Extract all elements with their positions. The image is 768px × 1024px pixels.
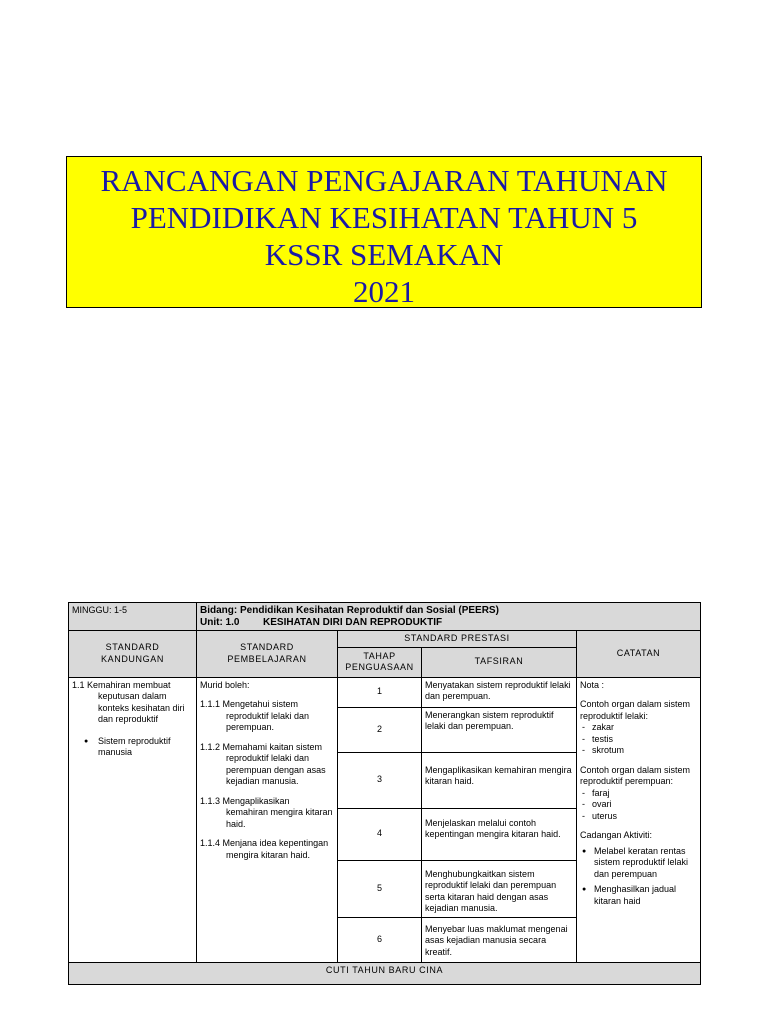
tafsiran-cell: Menyatakan sistem reproduktif lelaki dan perempuan. <box>422 677 577 707</box>
pembelajaran-item: 1.1.2 Memahami kaitan sistem reproduktif lelaki dan perempuan dengan asas kejadian manusia. <box>200 741 326 786</box>
tafsiran-cell: Menyebar luas maklumat mengenai asas kejadian manusia secara kreatif. <box>422 917 577 962</box>
kandungan-main: 1.1 Kemahiran membuat keputusan dalam konteks kesihatan diri dan reproduktif <box>72 679 185 724</box>
bidang-text: Bidang: Pendidikan Kesihatan Reproduktif dan Sosial (PEERS) <box>200 605 499 616</box>
tahap-cell: 4 <box>338 808 422 860</box>
header-tahap-line2: PENGUASAAN <box>345 662 414 672</box>
document-title-box <box>66 156 702 308</box>
week-cell: MINGGU: 1-5 <box>69 603 197 631</box>
catatan-lelaki-intro: Contoh organ dalam sistem reproduktif lelaki: <box>580 699 691 721</box>
header-sk-line1: STANDARD <box>105 642 160 653</box>
header-sk-line2: KANDUNGAN <box>101 653 164 664</box>
tafsiran-cell: Menghubungkaitkan sistem reproduktif lelaki dan perempuan serta kitaran haid dengan asas kejadian manusia. <box>422 860 577 917</box>
organ-item: - uterus <box>580 811 697 823</box>
organ-item: - faraj <box>580 788 697 800</box>
tahap-cell: 2 <box>338 707 422 752</box>
tahap-cell: 1 <box>338 677 422 707</box>
header-tafsiran: TAFSIRAN <box>422 647 577 677</box>
header-tahap-penguasaan <box>338 647 422 677</box>
header-sp-line1: STANDARD <box>240 642 294 653</box>
lesson-plan-table <box>68 602 701 985</box>
tahap-cell: 6 <box>338 917 422 962</box>
title-line-2: PENDIDIKAN KESIHATAN TAHUN 5 <box>130 200 638 235</box>
title-line-3: KSSR SEMAKAN <box>264 237 504 272</box>
tahap-cell: 5 <box>338 860 422 917</box>
header-standard-kandungan <box>69 631 197 678</box>
kandungan-cell <box>69 677 197 962</box>
pembelajaran-item: 1.1.4 Menjana idea kepentingan mengira kitaran haid. <box>200 838 329 860</box>
unit-text <box>200 617 697 629</box>
bidang-unit-cell <box>197 603 701 631</box>
organ-item: - testis <box>580 734 697 746</box>
footer-cuti: CUTI TAHUN BARU CINA <box>69 962 701 984</box>
week-row <box>69 603 701 631</box>
catatan-nota: Nota : <box>580 679 605 690</box>
aktiviti-item: ● Menghasilkan jadual kitaran haid <box>580 884 697 907</box>
organ-item: - ovari <box>580 799 697 811</box>
title-line-1: RANCANGAN PENGAJARAN TAHUNAN <box>100 163 668 198</box>
unit-label: Unit: 1.0 <box>200 616 240 628</box>
organ-item: - skrotum <box>580 745 697 757</box>
header-row-1 <box>69 631 701 648</box>
catatan-perempuan-intro: Contoh organ dalam sistem reproduktif perempuan: <box>580 764 691 786</box>
header-standard-pembelajaran <box>197 631 338 678</box>
pembelajaran-item: 1.1.3 Mengaplikasikan kemahiran mengira kitaran haid. <box>200 795 333 829</box>
pembelajaran-item: 1.1.1 Mengetahui sistem reproduktif lelaki dan perempuan. <box>200 699 310 732</box>
tafsiran-cell: Menerangkan sistem reproduktif lelaki dan perempuan. <box>422 707 577 752</box>
header-catatan: CATATAN <box>577 631 701 678</box>
catatan-cell <box>577 677 701 962</box>
pembelajaran-intro: Murid boleh: <box>200 679 250 690</box>
catatan-cadangan: Cadangan Aktiviti: <box>580 830 653 840</box>
header-tahap-line1: TAHAP <box>363 650 396 661</box>
table-row <box>69 677 701 707</box>
tafsiran-cell: Menjelaskan melalui contoh kepentingan mengira kitaran haid. <box>422 808 577 860</box>
unit-title: KESIHATAN DIRI DAN REPRODUKTIF <box>263 616 443 628</box>
header-standard-prestasi: STANDARD PRESTASI <box>338 631 577 648</box>
tahap-cell: 3 <box>338 752 422 808</box>
footer-row <box>69 962 701 984</box>
aktiviti-item: ● Melabel keratan rentas sistem reproduktif lelaki dan perempuan <box>580 846 697 881</box>
kandungan-bullet: ● Sistem reproduktif manusia <box>72 736 193 759</box>
pembelajaran-cell <box>197 677 338 962</box>
header-sp-line2: PEMBELAJARAN <box>227 653 307 664</box>
title-line-4: 2021 <box>353 274 415 309</box>
tafsiran-cell: Mengaplikasikan kemahiran mengira kitaran haid. <box>422 752 577 808</box>
organ-item: - zakar <box>580 722 697 734</box>
